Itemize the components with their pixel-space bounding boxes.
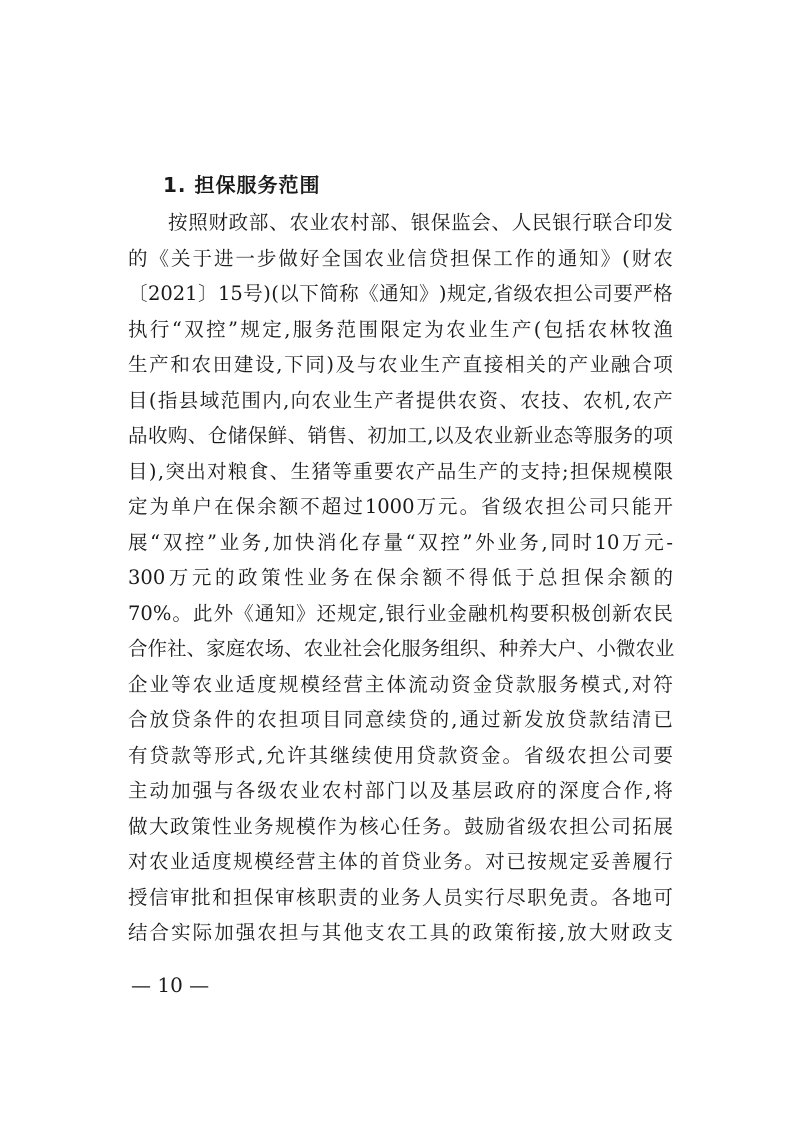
paragraph-line: 合 放 贷 条 件 的 农 担 项 目 同 意 续 贷 的 , 通 过 新 发 放 贷 款 结 清 已 xyxy=(128,708,673,731)
paragraph-line: 按 照 财 政 部 、 农 业 农 村 部 、 银 保 监 会 、 人 民 银 行 联 合 印 发 xyxy=(168,211,673,234)
paragraph-line: 对 农 业 适 度 规 模 经 营 主 体 的 首 贷 业 务 。 对 已 按 规 定 妥 善 履 行 xyxy=(128,850,673,873)
paragraph-line: 目 ) , 突 出 对 粮 食 、 生 猪 等 重 要 农 产 品 生 产 的 支 持 ; 担 保 规 模 限 xyxy=(128,459,673,483)
paragraph-line: 300 万 元 的 政 策 性 业 务 在 保 余 额 不 得 低 于 总 担 保 余 额 的 xyxy=(128,566,673,589)
paragraph-line: 品 收 购 、 仓 储 保 鲜 、 销 售 、 初 加 工 , 以 及 农 业 新 业 态 等 服 务 的 项 xyxy=(128,424,673,447)
paragraph-line: 结 合 实 际 加 强 农 担 与 其 他 支 农 工 具 的 政 策 衔 接 , 放 大 财 政 支 xyxy=(128,921,673,944)
paragraph-line: 生 产 和 农 田 建 设 , 下 同 ) 及 与 农 业 生 产 直 接 相 关 的 产 业 融 合 项 xyxy=(128,353,673,376)
paragraph-line: 目 ( 指 县 域 范 围 内 , 向 农 业 生 产 者 提 供 农 资 、 农 技 、 农 机 , 农 产 xyxy=(128,388,673,412)
page-number: — 10 — xyxy=(131,973,210,997)
body-paragraph xyxy=(128,205,673,951)
paragraph-line: 70% 。 此 外 《 通 知 》 还 规 定 , 银 行 业 金 融 机 构 要 积 极 创 新 农 民 xyxy=(128,601,673,625)
paragraph-line: 执 行 “ 双 控 ” 规 定 , 服 务 范 围 限 定 为 农 业 生 产 ( 包 括 农 林 牧 渔 xyxy=(128,317,673,341)
paragraph-line: 主 动 加 强 与 各 级 农 业 农 村 部 门 以 及 基 层 政 府 的 深 度 合 作 , 将 xyxy=(128,779,673,802)
paragraph-line: 展 “ 双 控 ” 业 务 , 加 快 消 化 存 量 “ 双 控 ” 外 业 务 , 同 时 10 万 元 - xyxy=(128,530,673,554)
paragraph-line: 企 业 等 农 业 适 度 规 模 经 营 主 体 流 动 资 金 贷 款 服 务 模 式 , 对 符 xyxy=(128,672,673,696)
paragraph-line: 做 大 政 策 性 业 务 规 模 作 为 核 心 任 务 。 鼓 励 省 级 农 担 公 司 拓 展 xyxy=(128,814,673,838)
paragraph-line: 有 贷 款 等 形 式 , 允 许 其 继 续 使 用 贷 款 资 金 。 省 级 农 担 公 司 要 xyxy=(128,743,673,767)
paragraph-line: 的 《 关 于 进 一 步 做 好 全 国 农 业 信 贷 担 保 工 作 的 通 知 》 ( 财 农 xyxy=(128,246,673,270)
paragraph-line: 合 作 社 、 家 庭 农 场 、 农 业 社 会 化 服 务 组 织 、 种 养 大 户 、 小 微 农 业 xyxy=(128,637,675,660)
paragraph-line: 定 为 单 户 在 保 余 额 不 超 过 1000 万 元 。 省 级 农 担 公 司 只 能 开 xyxy=(128,495,673,518)
paragraph-line: 〔 2021 〕 15 号 ) ( 以 下 简 称 《 通 知 》 ) 规 定 , 省 级 农 担 公 司 要 严 格 xyxy=(128,282,673,305)
section-heading: 1. 担保服务范围 xyxy=(163,173,321,197)
paragraph-line: 授 信 审 批 和 担 保 审 核 职 责 的 业 务 人 员 实 行 尽 职 免 责 。 各 地 可 xyxy=(128,885,673,909)
